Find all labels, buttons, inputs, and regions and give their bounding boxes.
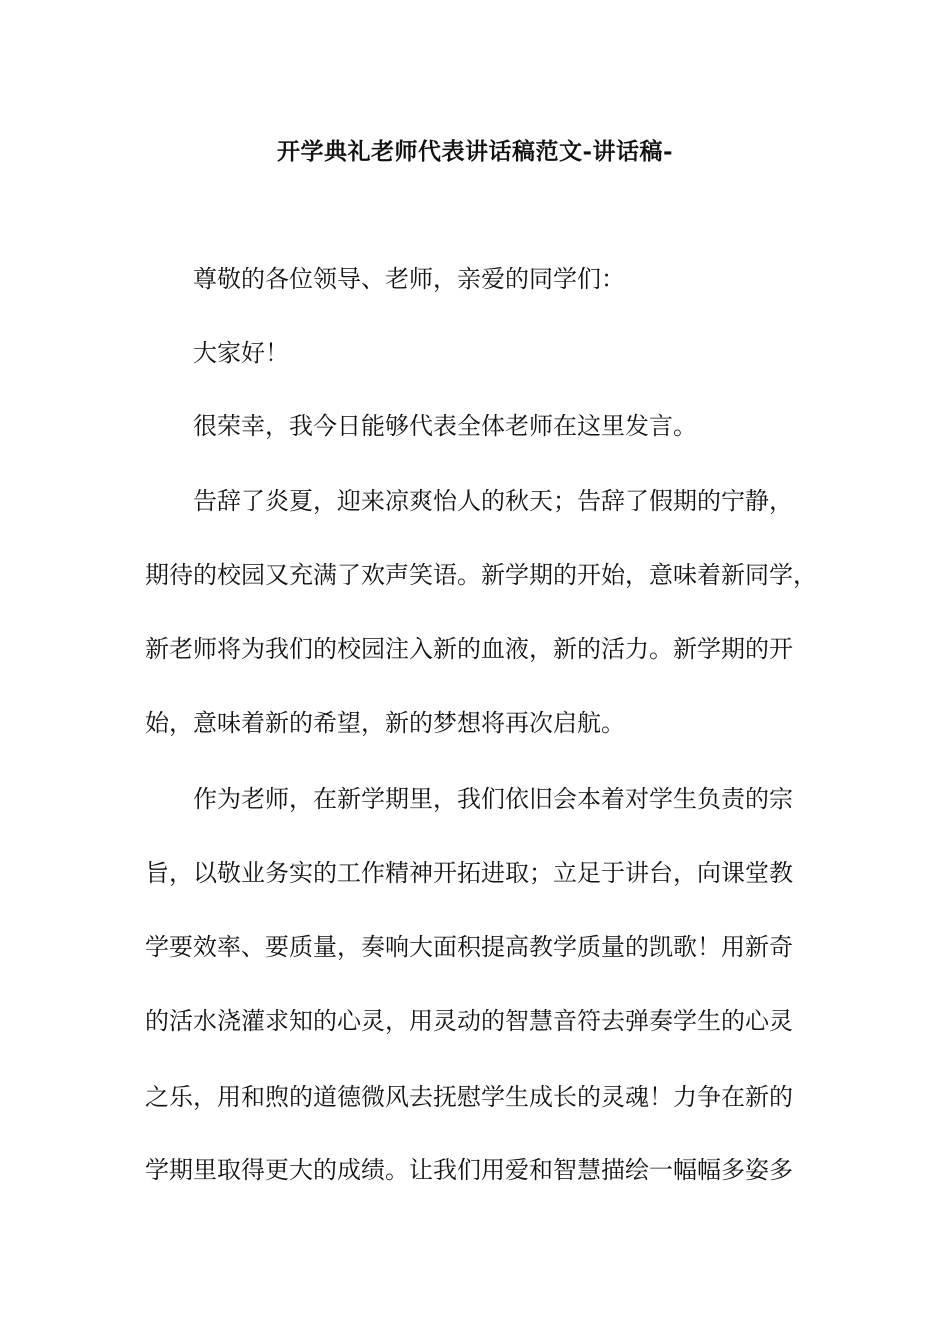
paragraph-line: 旨，以敬业务实的工作精神开拓进取；立足于讲台，向课堂教	[145, 859, 793, 887]
paragraph-line: 期待的校园又充满了欢声笑语。新学期的开始，意味着新同学，	[145, 561, 817, 589]
paragraph-line: 作为老师，在新学期里，我们依旧会本着对学生负责的宗	[193, 785, 793, 813]
paragraph-line: 学期里取得更大的成绩。让我们用爱和智慧描绘一幅幅多姿多	[145, 1156, 793, 1184]
paragraph-line: 始，意味着新的希望，新的梦想将再次启航。	[145, 709, 625, 737]
paragraph-line: 很荣幸，我今日能够代表全体老师在这里发言。	[193, 412, 697, 440]
paragraph-line: 告辞了炎夏，迎来凉爽怡人的秋天；告辞了假期的宁静，	[193, 487, 793, 515]
paragraph-line: 的活水浇灌求知的心灵，用灵动的智慧音符去弹奏学生的心灵	[145, 1007, 793, 1035]
paragraph-line: 之乐，用和煦的道德微风去抚慰学生成长的灵魂！力争在新的	[145, 1083, 793, 1111]
hello-line: 大家好！	[193, 339, 289, 367]
greeting-line: 尊敬的各位领导、老师，亲爱的同学们：	[193, 265, 625, 293]
paragraph-line: 新老师将为我们的校园注入新的血液，新的活力。新学期的开	[145, 635, 793, 663]
document-title: 开学典礼老师代表讲话稿范文-讲话稿-	[276, 138, 674, 165]
paragraph-line: 学要效率、要质量，奏响大面积提高教学质量的凯歌！用新奇	[145, 933, 793, 961]
